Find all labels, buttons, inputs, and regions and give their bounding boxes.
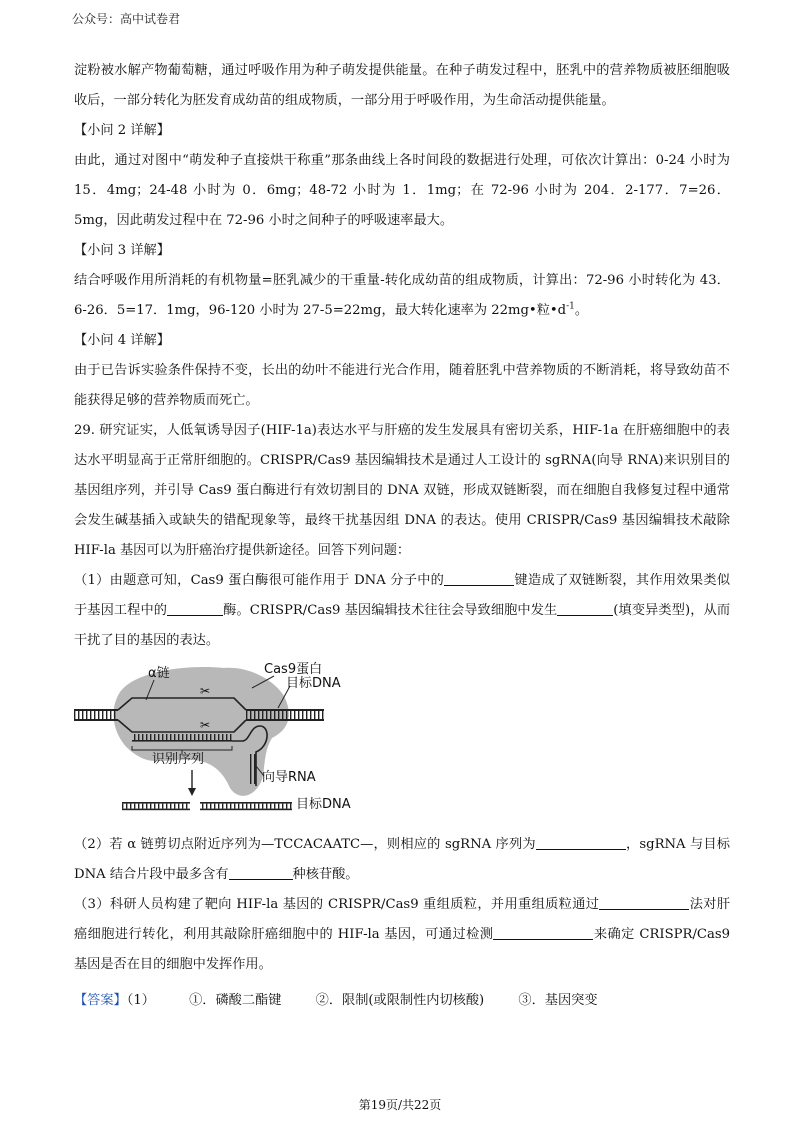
guide-rna-label: 向导RNA	[262, 770, 316, 785]
explanation-paragraph-1: 淀粉被水解产物葡萄糖，通过呼吸作用为种子萌发提供能量。在种子萌发过程中，胚乳中的营养物质被胚细胞吸收后，一部分转化为胚发育成幼苗的组成物质，一部分用于呼吸作用，为生命活动提供能量。	[74, 63, 730, 108]
answer-blank-6[interactable]	[599, 894, 689, 910]
cut-dna-left-rungs	[122, 804, 190, 809]
q4-title: 【小问 4 详解】	[74, 333, 170, 348]
answer-blank-3[interactable]	[557, 600, 613, 616]
sub1-part-d: (填变异类型)，从而干扰了目的基因的表达。	[74, 603, 731, 648]
answer-blank-1[interactable]	[444, 570, 514, 586]
cut-dna-right-top	[200, 802, 292, 804]
answer-item-1: ①．磷酸二酯键	[189, 993, 282, 1008]
dna-right-strand-top	[246, 709, 324, 711]
alpha-strand-label: α链	[148, 666, 170, 681]
sub2-part-c: 种核苷酸。	[292, 867, 359, 882]
q3-explanation	[74, 266, 730, 326]
answer-blank-4[interactable]	[536, 834, 626, 850]
q3-superscript: -1	[566, 301, 575, 312]
q29-sub1	[74, 566, 730, 656]
answer-number: （1）	[126, 993, 155, 1008]
q3-text: 结合呼吸作用所消耗的有机物量=胚乳减少的干重量-转化成幼苗的组成物质，计算出：72-96 小时转化为 43．6-26．5=17．1mg，96-120 小时为 27-5=22mg，最大转化速率为 22mg•粒•d	[74, 273, 730, 318]
page-content	[74, 56, 730, 1016]
q3-title: 【小问 3 详解】	[74, 243, 170, 258]
target-dna-label-bottom: 目标DNA	[296, 797, 351, 812]
target-dna-label-top: 目标DNA	[286, 676, 341, 691]
guide-rna-recognition-line	[132, 740, 232, 742]
scissors-icon: ✂	[200, 684, 211, 698]
dna-right-rungs	[246, 711, 324, 719]
q29-intro: 29. 研究证实，人低氧诱导因子(HIF-1a)表达水平与肝癌的发生发展具有密切关系，HIF-1a 在肝癌细胞中的表达水平明显高于正常肝细胞的。CRISPR/Cas9 基因编辑技术是通过人工设计的 sgRNA(向导 RNA)来识别目的基因组序列，并引导 Cas9 蛋白酶进行有效切割目的 DNA 双链，形成双链断裂，而在细胞自我修复过程中通常会发生碱基插入或缺失的错配现象等，最终干扰基因组 DNA 的表达。使用 CRISPR/Cas9 基因编辑技术敲除 HIF-la 基因可以为肝癌治疗提供新途径。回答下列问题：	[74, 423, 730, 558]
q2-title: 【小问 2 详解】	[74, 123, 170, 138]
guide-rna-stem	[250, 754, 256, 784]
dna-left-strand-top	[74, 709, 118, 711]
crispr-cas9-diagram	[74, 662, 730, 822]
guide-rna-recognition-segment	[132, 734, 232, 740]
sub2-part-b: ，sgRNA 与目标DNA 结合片段中最多含有	[74, 837, 730, 882]
answer-item-3: ③．基因突变	[518, 993, 598, 1008]
answer-blank-2[interactable]	[167, 600, 223, 616]
sub3-part-b: 法对肝癌细胞进行转化，利用其敲除肝癌细胞中的 HIF-la 基因，可通过检测	[74, 897, 731, 942]
q29-sub2	[74, 830, 730, 890]
cut-dna-right-bottom	[200, 809, 292, 811]
cut-dna-right-rungs	[200, 804, 292, 809]
cas9-protein-label: Cas9蛋白	[264, 662, 323, 677]
crispr-cas9-drawing	[74, 662, 730, 822]
sub2-part-a: （2）若 α 链剪切点附近序列为—TCCACAATC—，则相应的 sgRNA 序列为	[74, 837, 536, 852]
page-footer-number: 第19页/共22页	[358, 1098, 442, 1112]
answer-line	[74, 986, 730, 1016]
answer-tag: 【答案】	[74, 993, 127, 1008]
q2-explanation: 由此，通过对图中“萌发种子直接烘干称重”那条曲线上各时间段的数据进行处理，可依次计算出：0-24 小时为 15．4mg；24-48 小时为 0．6mg；48-72 小时为 1．1mg；在 72-96 小时为 204．2-177．7=26．5mg，因此萌发过程中在 72-96 小时之间种子的呼吸速率最大。	[74, 153, 730, 228]
q4-explanation: 由于已告诉实验条件保持不变，长出的幼叶不能进行光合作用，随着胚乳中营养物质的不断消耗，将导致幼苗不能获得足够的营养物质而死亡。	[74, 363, 730, 408]
sub1-part-c: 酶。CRISPR/Cas9 基因编辑技术往往会导致细胞中发生	[223, 603, 558, 618]
sub1-part-b: 键造成了双链断裂，其作用效果类似于基因工程中的	[74, 573, 731, 618]
dna-right-strand-bottom	[246, 719, 324, 721]
process-arrow-head	[188, 788, 196, 796]
sub3-part-c: 来确定 CRISPR/Cas9 基因是否在目的细胞中发挥作用。	[74, 927, 731, 972]
q29-sub3	[74, 890, 730, 980]
dna-left-rungs	[74, 711, 118, 719]
dna-left-strand-bottom	[74, 719, 118, 721]
sub3-part-a: （3）科研人员构建了靶向 HIF-la 基因的 CRISPR/Cas9 重组质粒，并用重组质粒通过	[74, 897, 600, 912]
scissors-icon: ✂	[200, 718, 211, 732]
q3-end: 。	[574, 303, 589, 318]
page-header-source: 公众号：高中试卷君	[72, 12, 181, 26]
cut-dna-left-top	[122, 802, 190, 804]
answer-blank-5[interactable]	[229, 864, 293, 880]
answer-blank-7[interactable]	[493, 924, 593, 940]
sub1-part-a: （1）由题意可知，Cas9 蛋白酶很可能作用于 DNA 分子中的	[74, 573, 445, 588]
cut-dna-left-bottom	[122, 809, 190, 811]
recognition-sequence-label: 识别序列	[152, 752, 205, 767]
answer-item-2: ②．限制(或限制性内切核酸)	[315, 993, 485, 1008]
